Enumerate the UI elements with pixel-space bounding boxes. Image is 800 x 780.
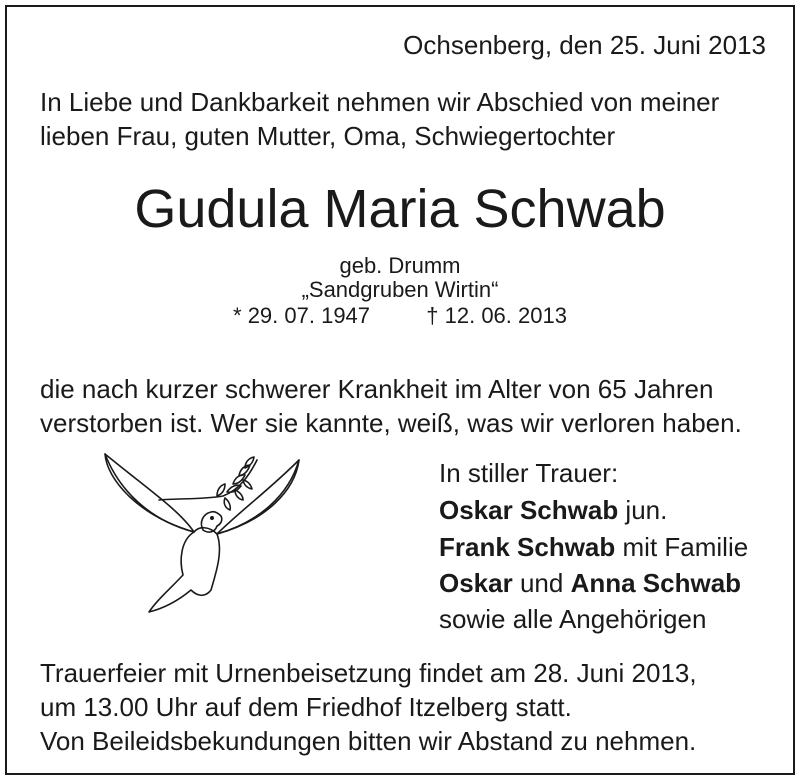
footer-line-3: Von Beileidsbekundungen bitten wir Abstand zu nehmen. (40, 726, 697, 756)
intro-line-1: In Liebe und Dankbarkeit nehmen wir Abschied von meiner (40, 87, 720, 117)
mourner-suffix: jun. (618, 495, 668, 525)
mourner-name: Frank Schwab (439, 532, 616, 562)
footer-line-1: Trauerfeier mit Urnenbeisetzung findet am 28. Juni 2013, (40, 658, 697, 688)
maiden-name: geb. Drumm (339, 253, 461, 278)
obituary-frame (5, 5, 795, 775)
mourner-line-3 (439, 570, 741, 596)
mourner-line-1 (439, 497, 667, 523)
life-dates (7, 305, 793, 327)
deceased-name: Gudula Maria Schwab (134, 179, 666, 239)
nickname: „Sandgruben Wirtin“ (301, 277, 499, 302)
mourner-line-2 (439, 534, 748, 560)
intro-line-2: lieben Frau, guten Mutter, Oma, Schwiegertochter (40, 121, 616, 151)
message-line-1: die nach kurzer schwerer Krankheit im Alter von 65 Jahren (40, 374, 714, 404)
mourner-name: Oskar (439, 568, 513, 598)
mourner-conjunction: und (512, 568, 571, 598)
mourner-line-4: sowie alle Angehörigen (439, 604, 707, 634)
footer-line-2: um 13.00 Uhr auf dem Friedhof Itzelberg statt. (40, 692, 572, 722)
birth-date: * 29. 07. 1947 (233, 303, 371, 328)
message-line-2: verstorben ist. Wer sie kannte, weiß, was wir verloren haben. (40, 408, 742, 438)
dove-with-olive-branch-icon (99, 450, 315, 620)
place-date: Ochsenberg, den 25. Juni 2013 (403, 30, 766, 60)
death-date: † 12. 06. 2013 (426, 303, 567, 328)
mourning-heading: In stiller Trauer: (439, 458, 619, 488)
mourner-name: Anna Schwab (570, 568, 742, 598)
mourner-suffix: mit Familie (615, 532, 749, 562)
mourner-name: Oskar Schwab (439, 495, 619, 525)
